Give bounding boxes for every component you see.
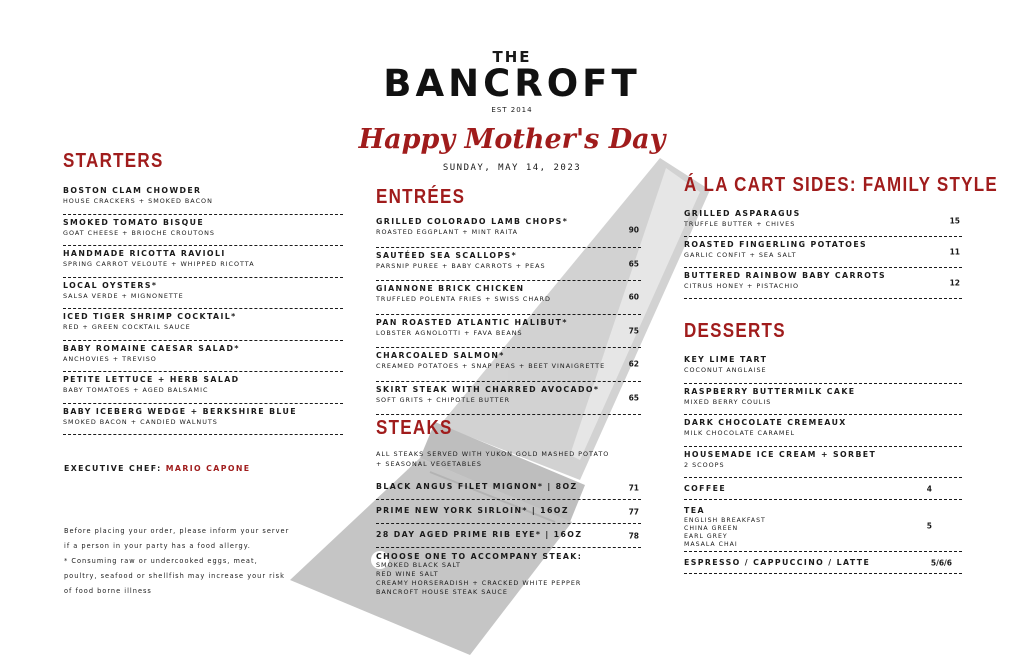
item-price: 5 [926, 521, 932, 530]
list-item [684, 352, 962, 384]
item-name: CHARCOALED SALMON* [376, 351, 505, 360]
item-name: PAN ROASTED ATLANTIC HALIBUT* [376, 317, 568, 327]
list-item: PRIME NEW YORK SIRLOIN* | 16OZ 77 [376, 500, 641, 524]
notice-line: Before placing your order, please inform your server [64, 527, 290, 535]
list-item [376, 248, 641, 282]
item-name: COFFEE [684, 484, 727, 493]
item-desc: GARLIC CONFIT + SEA SALT [684, 251, 797, 259]
item-desc: CITRUS HONEY + PISTACHIO [684, 282, 800, 290]
list-item: 28 DAY AGED PRIME RIB EYE* | 16OZ 78 [376, 524, 641, 548]
item-name: SAUTÉED SEA SCALLOPS* [376, 250, 518, 260]
item-desc: 2 SCOOPS [684, 460, 725, 469]
accompaniment-option: BANCROFT HOUSE STEAK SAUCE [376, 588, 508, 596]
notice-line: poultry, seafood or shellfish may increase your risk [64, 572, 285, 580]
item-name: SMOKED TOMATO BISQUE [63, 217, 205, 227]
item-desc: PARSNIP PUREE + BABY CARROTS + PEAS [376, 261, 546, 270]
steaks-intro-line: + SEASONAL VEGETABLES [376, 460, 482, 468]
list-item [63, 309, 343, 341]
list-item [684, 237, 962, 268]
brand-name: BANCROFT [383, 62, 641, 105]
list-item [63, 341, 343, 373]
accompaniment-title: CHOOSE ONE TO ACCOMPANY STEAK: [376, 552, 583, 561]
item-name: TEA [684, 506, 705, 515]
list-item [376, 315, 641, 349]
item-desc: COCONUT ANGLAISE [684, 366, 767, 374]
item-desc: HOUSE CRACKERS + SMOKED BACON [63, 197, 213, 205]
item-name: BABY ICEBERG WEDGE + BERKSHIRE BLUE [63, 406, 297, 416]
item-name: 28 DAY AGED PRIME RIB EYE* [376, 530, 542, 539]
brand-established: EST 2014 [491, 106, 533, 114]
steaks-title: STEAKS [376, 417, 453, 439]
list-item [684, 384, 962, 416]
sides-list [684, 206, 962, 299]
chef-label: EXECUTIVE CHEF: [64, 464, 162, 473]
event-date: SUNDAY, MAY 14, 2023 [442, 163, 582, 173]
accompaniment-option: SMOKED BLACK SALT [376, 561, 461, 569]
item-name: LOCAL OYSTERS* [63, 280, 158, 290]
executive-chef [64, 464, 251, 473]
item-price: 71 [628, 483, 639, 492]
list-item [63, 278, 343, 310]
tea-option: CHINA GREEN [684, 525, 739, 532]
list-item [63, 215, 343, 247]
item-desc: MILK CHOCOLATE CARAMEL [684, 429, 796, 437]
item-size: 16OZ [540, 506, 569, 515]
item-price: 77 [628, 507, 639, 516]
starters-title: STARTERS [63, 150, 164, 172]
list-item [376, 382, 641, 416]
notice-line: of food borne illness [64, 587, 152, 595]
item-desc: CREAMED POTATOES + SNAP PEAS + BEET VINAIGRETTE [376, 362, 606, 370]
item-name: HOUSEMADE ICE CREAM + SORBET [684, 449, 877, 459]
list-item [63, 183, 343, 215]
item-desc: GOAT CHEESE + BRIOCHE CROUTONS [63, 228, 215, 237]
tea-option: EARL GREY [684, 533, 728, 540]
accompaniment-option: RED WINE SALT [376, 570, 439, 578]
item-price: 11 [949, 247, 960, 257]
item-price: 75 [628, 326, 639, 336]
tea-option: ENGLISH BREAKFAST [684, 517, 766, 524]
item-desc: RED + GREEN COCKTAIL SAUCE [63, 323, 191, 331]
list-item [684, 415, 962, 447]
steaks-intro [376, 449, 646, 469]
desserts-title: DESSERTS [684, 320, 786, 342]
list-item [684, 500, 962, 552]
item-desc: BABY TOMATOES + AGED BALSAMIC [63, 386, 209, 394]
list-item [63, 372, 343, 404]
item-price: 15 [949, 216, 960, 226]
starters-list [63, 183, 343, 435]
item-name: ESPRESSO / CAPPUCCINO / LATTE [684, 558, 871, 567]
occasion-title: Happy Mother's Day [358, 124, 666, 155]
list-item [63, 404, 343, 436]
list-item [63, 246, 343, 278]
item-name: ROASTED FINGERLING POTATOES [684, 240, 868, 249]
item-desc: SALSA VERDE + MIGNONETTE [63, 291, 184, 300]
item-name: PETITE LETTUCE + HERB SALAD [63, 375, 240, 384]
tea-option: MASALA CHAI [684, 541, 738, 548]
entrees-title: ENTRÉES [376, 186, 466, 208]
desserts-list [684, 352, 962, 574]
list-item [684, 552, 962, 574]
entrees-list [376, 214, 641, 415]
allergy-notice [64, 524, 324, 599]
item-name: BOSTON CLAM CHOWDER [63, 186, 202, 195]
accompaniment-option: CREAMY HORSERADISH + CRACKED WHITE PEPPER [376, 579, 582, 587]
item-price: 90 [628, 225, 639, 235]
item-name: GIANNONE BRICK CHICKEN [376, 284, 525, 293]
item-name: ICED TIGER SHRIMP COCKTAIL* [63, 312, 237, 321]
list-item [376, 281, 641, 315]
item-desc: MIXED BERRY COULIS [684, 397, 772, 406]
list-item [684, 206, 962, 237]
notice-line: * Consuming raw or undercooked eggs, meat, [64, 557, 258, 565]
notice-line: if a person in your party has a food allergy. [64, 542, 251, 550]
item-desc: LOBSTER AGNOLOTTI + FAVA BEANS [376, 328, 523, 337]
item-price: 78 [628, 531, 639, 540]
item-price: 60 [628, 292, 639, 302]
item-name: RASPBERRY BUTTERMILK CAKE [684, 386, 856, 396]
item-price: 65 [628, 259, 639, 269]
item-price: 5/6/6 [930, 558, 952, 567]
list-item: BLACK ANGUS FILET MIGNON* | 8OZ 71 [376, 476, 641, 500]
item-name: SKIRT STEAK WITH CHARRED AVOCADO* [376, 384, 600, 394]
item-price: 65 [628, 393, 639, 403]
item-name: HANDMADE RICOTTA RAVIOLI [63, 249, 226, 258]
item-name: BLACK ANGUS FILET MIGNON* [376, 482, 544, 491]
list-item [684, 268, 962, 299]
item-size: 8OZ [555, 482, 578, 491]
item-price: 4 [926, 484, 932, 493]
steaks-intro-line: ALL STEAKS SERVED WITH YUKON GOLD MASHED POTATO [376, 450, 610, 458]
item-desc: SPRING CARROT VELOUTE + WHIPPED RICOTTA [63, 260, 255, 268]
item-name: PRIME NEW YORK SIRLOIN* [376, 506, 528, 515]
item-desc: TRUFFLE BUTTER + CHIVES [684, 220, 796, 228]
steak-accompaniments [376, 552, 646, 597]
brand-the: THE [492, 48, 532, 66]
item-desc: ANCHOVIES + TREVISO [63, 354, 157, 363]
sides-title: Á LA CART SIDES: FAMILY STYLE [684, 174, 999, 196]
steaks-list [376, 476, 641, 548]
item-desc: SOFT GRITS + CHIPOTLE BUTTER [376, 395, 511, 404]
item-name: GRILLED COLORADO LAMB CHOPS* [376, 217, 569, 226]
chef-name: MARIO CAPONE [165, 464, 251, 473]
list-item [376, 348, 641, 382]
list-item [684, 478, 962, 500]
item-desc: ROASTED EGGPLANT + MINT RAITA [376, 228, 518, 236]
item-name: GRILLED ASPARAGUS [684, 209, 801, 218]
item-name: BABY ROMAINE CAESAR SALAD* [63, 343, 240, 353]
item-name: KEY LIME TART [684, 355, 768, 364]
item-size: 16OZ [553, 530, 583, 539]
item-desc: TRUFFLED POLENTA FRIES + SWISS CHARD [376, 295, 551, 303]
list-item [684, 447, 962, 479]
item-price: 62 [628, 359, 639, 369]
item-desc: SMOKED BACON + CANDIED WALNUTS [63, 417, 218, 426]
item-name: BUTTERED RAINBOW BABY CARROTS [684, 271, 887, 280]
list-item [376, 214, 641, 248]
item-name: DARK CHOCOLATE CREMEAUX [684, 418, 847, 427]
item-price: 12 [949, 278, 960, 288]
